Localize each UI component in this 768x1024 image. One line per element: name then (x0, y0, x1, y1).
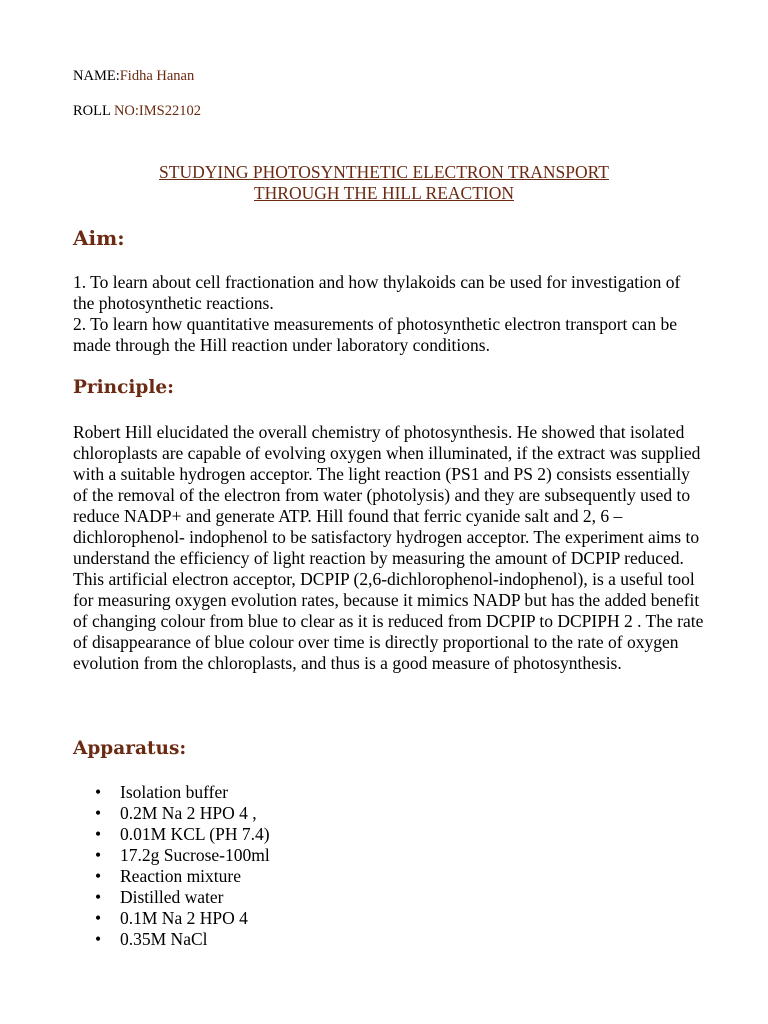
roll-label: ROLL (73, 103, 114, 119)
list-item (73, 845, 270, 866)
aim-text (73, 272, 705, 356)
list-item (73, 908, 270, 929)
principle-paragraph: Robert Hill elucidated the overall chemistry of photosynthesis. He showed that isolated chloroplasts are capable of evolving oxygen when illuminated, if the extract was supplied with a suitable hydrogen acceptor. The light reaction (PS1 and PS 2) consists essentially of the removal of the electron from water (photolysis) and they are subsequently used to reduce NADP+ and generate ATP. Hill found that ferric cyanide salt and 2, 6 – dichlorophenol- indophenol to be satisfactory hydrogen acceptor. The experiment aims to understand the efficiency of light reaction by measuring the amount of DCPIP reduced. This artificial electron acceptor, DCPIP (2,6-dichlorophenol-indophenol), is a useful tool for measuring oxygen evolution rates, because it mimics NADP but has the added benefit of changing colour from blue to clear as it is reduced from DCPIP to DCPIPH 2 . The rate of disappearance of blue colour over time is directly proportional to the rate of oxygen evolution from the chloroplasts, and thus is a good measure of photosynthesis. (73, 422, 704, 673)
bullet: • (95, 824, 102, 844)
apparatus-heading: Apparatus: (73, 738, 187, 759)
principle-heading: Principle: (73, 377, 174, 398)
aim-heading: Aim: (73, 226, 125, 250)
list-item (73, 782, 270, 803)
list-item-text: Isolation buffer (120, 782, 229, 802)
student-name (73, 68, 194, 85)
bullet: • (95, 803, 102, 823)
list-item-text: Reaction mixture (120, 866, 242, 886)
aim-item-1: 1. To learn about cell fractionation and how thylakoids can be used for investigation of the photosynthetic reactions. (73, 272, 681, 313)
list-item-text: 0.35M NaCl (120, 929, 208, 949)
title-line-1: STUDYING PHOTOSYNTHETIC ELECTRON TRANSPORT (159, 162, 609, 182)
list-item (73, 929, 270, 950)
name-label: NAME: (73, 68, 120, 84)
list-item-text: 17.2g Sucrose-100ml (120, 845, 270, 865)
bullet: • (95, 908, 102, 928)
list-item-text: 0.1M Na 2 HPO 4 (120, 908, 248, 928)
list-item (73, 824, 270, 845)
roll-value: NO:IMS22102 (113, 103, 201, 119)
aim-item-2: 2. To learn how quantitative measurements of photosynthetic electron transport can be made through the Hill reaction under laboratory conditions. (73, 314, 677, 355)
bullet: • (95, 887, 102, 907)
title-line-2: THROUGH THE HILL REACTION (253, 183, 515, 203)
list-item-text: 0.01M KCL (PH 7.4) (120, 824, 270, 844)
list-item-text: Distilled water (120, 887, 224, 907)
list-item-text: 0.2M Na 2 HPO 4 , (120, 803, 257, 823)
list-item (73, 887, 270, 908)
apparatus-list (73, 782, 270, 950)
bullet: • (95, 782, 102, 802)
list-item (73, 803, 270, 824)
name-value: Fidha Hanan (119, 68, 195, 84)
bullet: • (95, 845, 102, 865)
roll-number (73, 103, 201, 120)
bullet: • (95, 929, 102, 949)
list-item (73, 866, 270, 887)
document-title (0, 162, 768, 204)
bullet: • (95, 866, 102, 886)
